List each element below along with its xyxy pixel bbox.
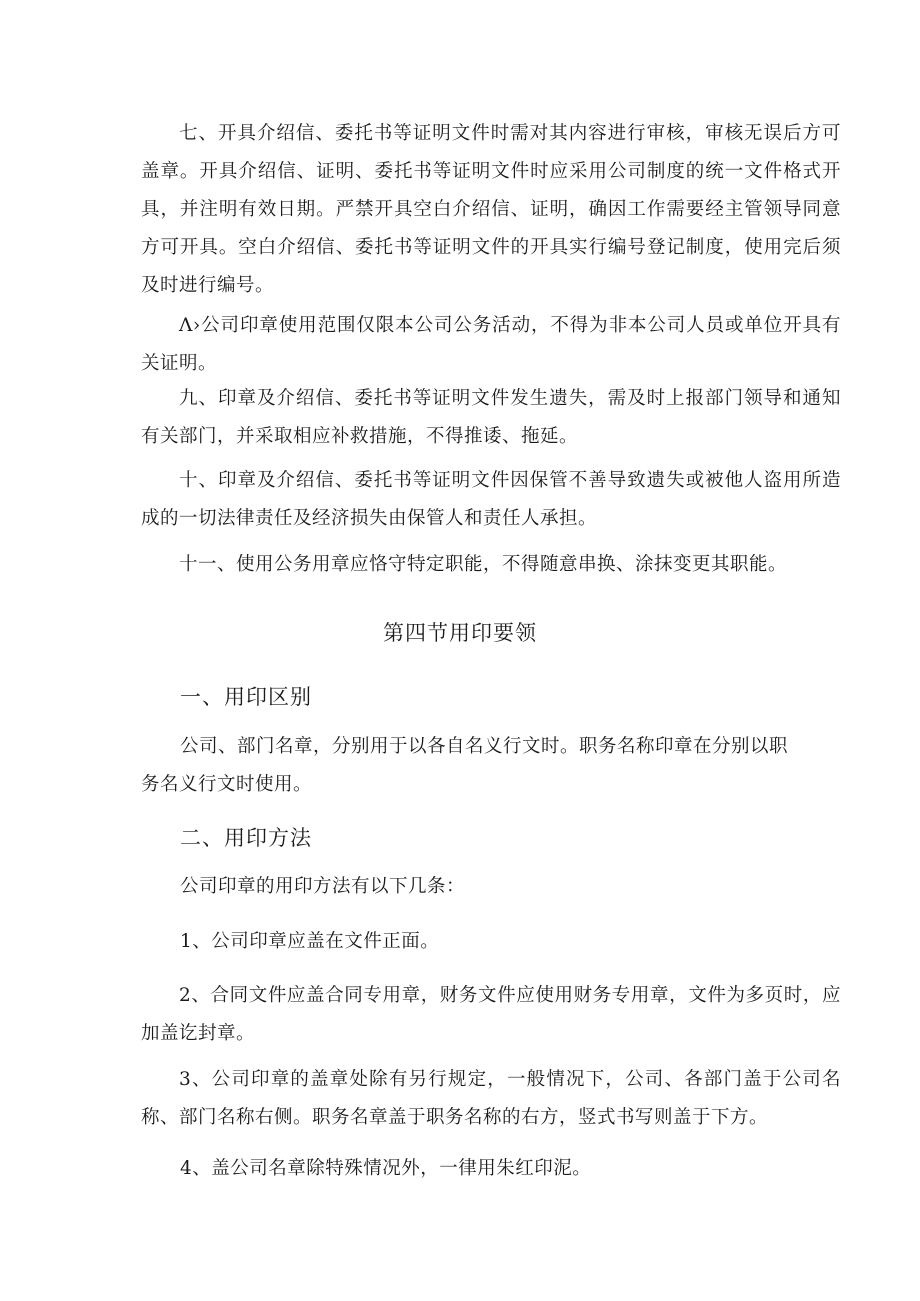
subsection-1-title: 一、用印区别 — [180, 685, 312, 709]
item-11-paragraph: 十一、使用公务用章应恪守特定职能，不得随意串换、涂抹变更其职能。 — [179, 554, 788, 575]
rule-2-paragraph: 2、合同文件应盖合同专用章，财务文件应使用财务专用章，文件为多页时，应加盖讫封章。 — [141, 985, 841, 1044]
rule-4-line: 4、盖公司名章除特殊情况外，一律用朱红印泥。 — [180, 1158, 592, 1179]
section-4-title: 第四节用印要领 — [383, 621, 537, 645]
subsection-2-intro: 公司印章的用印方法有以下几条： — [180, 876, 466, 897]
item-7-paragraph: 七、开具介绍信、委托书等证明文件时需对其内容进行审核，审核无误后方可盖章。开具介绍信、证明、委托书等证明文件时应采用公司制度的统一文件格式开具，并注明有效日期。严禁开具空白介绍信、证明，确因工作需要经主管领导同意方可开具。空白介绍信、委托书等证明文件的开具实行编号登记制度，使用完后须及时进行编号。 — [141, 123, 841, 296]
rule-1-line: 1、公司印章应盖在文件正面。 — [180, 931, 440, 952]
subsection-1-line-2: 务名义行文时使用。 — [141, 774, 313, 795]
item-8-paragraph: Λ›公司印章使用范围仅限本公司公务活动，不得为非本公司人员或单位开具有关证明。 — [141, 315, 841, 374]
subsection-1-line-1: 公司、部门名章，分别用于以各自名义行文时。职务名称印章在分别以职 — [180, 736, 789, 757]
item-9-paragraph: 九、印章及介绍信、委托书等证明文件发生遗失，需及时上报部门领导和通知有关部门，并采取相应补救措施，不得推诿、拖延。 — [141, 388, 841, 447]
item-10-paragraph: 十、印章及介绍信、委托书等证明文件因保管不善导致遗失或被他人盗用所造成的一切法律责任及经济损失由保管人和责任人承担。 — [141, 470, 841, 529]
subsection-2-title: 二、用印方法 — [180, 826, 312, 850]
rule-3-paragraph: 3、公司印章的盖章处除有另行规定，一般情况下，公司、各部门盖于公司名称、部门名称右侧。职务名章盖于职务名称的右方，竖式书写则盖于下方。 — [141, 1069, 841, 1128]
